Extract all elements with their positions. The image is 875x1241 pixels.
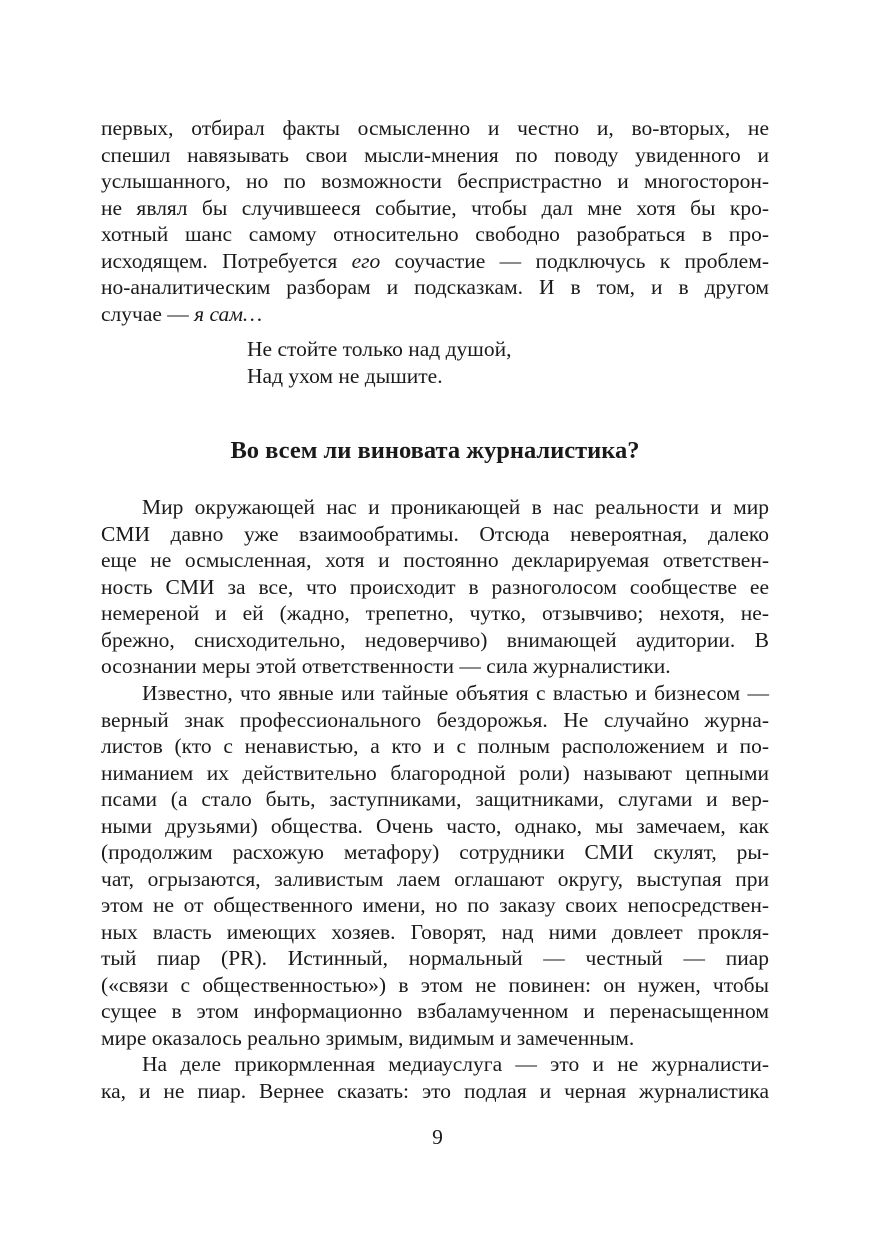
text-line: этом не от общественного имени, но по заказу своих непосредствен- bbox=[101, 893, 769, 917]
text-line: ка, и не пиар. Вернее сказать: это подлая и черная журналистика bbox=[101, 1078, 769, 1103]
text-line: Мир окружающей нас и проникающей в нас реальности и мир bbox=[142, 495, 769, 519]
text-line: не являл бы случившееся событие, чтобы дал мне хотя бы кро- bbox=[101, 195, 769, 220]
text-line: верный знак профессионального бездорожья. Не случайно журна- bbox=[101, 707, 769, 732]
text-line: услышанного, но по возможности беспристрастно и многосторон- bbox=[101, 169, 769, 193]
paragraph-continuation bbox=[101, 115, 769, 327]
text-line bbox=[101, 301, 769, 328]
text-fragment: случае — bbox=[101, 301, 195, 326]
text-line: хотный шанс самому относительно свободно разобраться в про- bbox=[101, 222, 769, 246]
text-fragment: соучастие — подключусь к проблем- bbox=[380, 248, 769, 273]
verse-line: Над ухом не дышите. bbox=[247, 363, 443, 388]
text-line: тый пиар (PR). Истинный, нормальный — честный — пиар bbox=[101, 946, 769, 970]
text-line: Известно, что явные или тайные объятия с властью и бизнесом — bbox=[142, 681, 769, 705]
text-line: немереной и ей (жадно, трепетно, чутко, отзывчиво; нехотя, не- bbox=[101, 601, 769, 625]
page-number: 9 bbox=[432, 1125, 443, 1149]
text-fragment: исходящем. Потребуется bbox=[101, 248, 352, 273]
text-line: («связи с общественностью») в этом не повинен: он нужен, чтобы bbox=[101, 972, 769, 997]
text-line: псами (а стало быть, заступниками, защитниками, слугами и вер- bbox=[101, 787, 769, 811]
text-line: но-аналитическим разборам и подсказкам. И в том, и в другом bbox=[101, 275, 769, 299]
text-line: ность СМИ за все, что происходит в разноголосом сообществе ее bbox=[101, 574, 769, 599]
paragraph bbox=[101, 494, 769, 680]
text-line bbox=[101, 248, 769, 275]
text-line: брежно, снисходительно, недоверчиво) внимающей аудитории. В bbox=[101, 627, 769, 652]
text-line: ными друзьями) общества. Очень часто, однако, мы замечаем, как bbox=[101, 813, 769, 838]
italic-phrase: я сам… bbox=[194, 301, 263, 326]
verse-quote bbox=[247, 336, 512, 389]
text-line: первых, отбирал факты осмысленно и честно и, во-вторых, не bbox=[101, 116, 769, 140]
text-line: еще не осмысленная, хотя и постоянно декларируемая ответствен- bbox=[101, 548, 769, 572]
text-line: мире оказалось реально зримым, видимым и замеченным. bbox=[101, 1025, 635, 1050]
verse-line: Не стойте только над душой, bbox=[247, 337, 512, 361]
text-line: СМИ давно уже взаимообратимы. Отсюда невероятная, далеко bbox=[101, 521, 769, 546]
text-line: ных власть имеющих хозяев. Говорят, над ними довлеет прокля- bbox=[101, 919, 769, 944]
text-line: (продолжим расхожую метафору) сотрудники СМИ скулят, ры- bbox=[101, 840, 769, 864]
text-line: На деле прикормленная медиауслуга — это и не журналисти- bbox=[142, 1052, 769, 1076]
paragraph bbox=[101, 680, 769, 1051]
italic-word: его bbox=[351, 248, 381, 273]
text-line: ниманием их действительно благородной роли) называют цепными bbox=[101, 760, 769, 785]
paragraph bbox=[101, 1051, 769, 1104]
text-line: чат, огрызаются, заливистым лаем оглашают округу, выступая при bbox=[101, 866, 769, 891]
text-line: сущее в этом информационно взбаламученном и перенасыщенном bbox=[101, 999, 769, 1023]
text-line: осознании меры этой ответственности — сила журналистики. bbox=[101, 654, 671, 678]
section-heading: Во всем ли виновата журналистика? bbox=[230, 437, 640, 464]
text-line: спешил навязывать свои мысли-мнения по поводу увиденного и bbox=[101, 142, 769, 167]
text-line: листов (кто с ненавистью, а кто и с полным расположением и по- bbox=[101, 734, 769, 758]
